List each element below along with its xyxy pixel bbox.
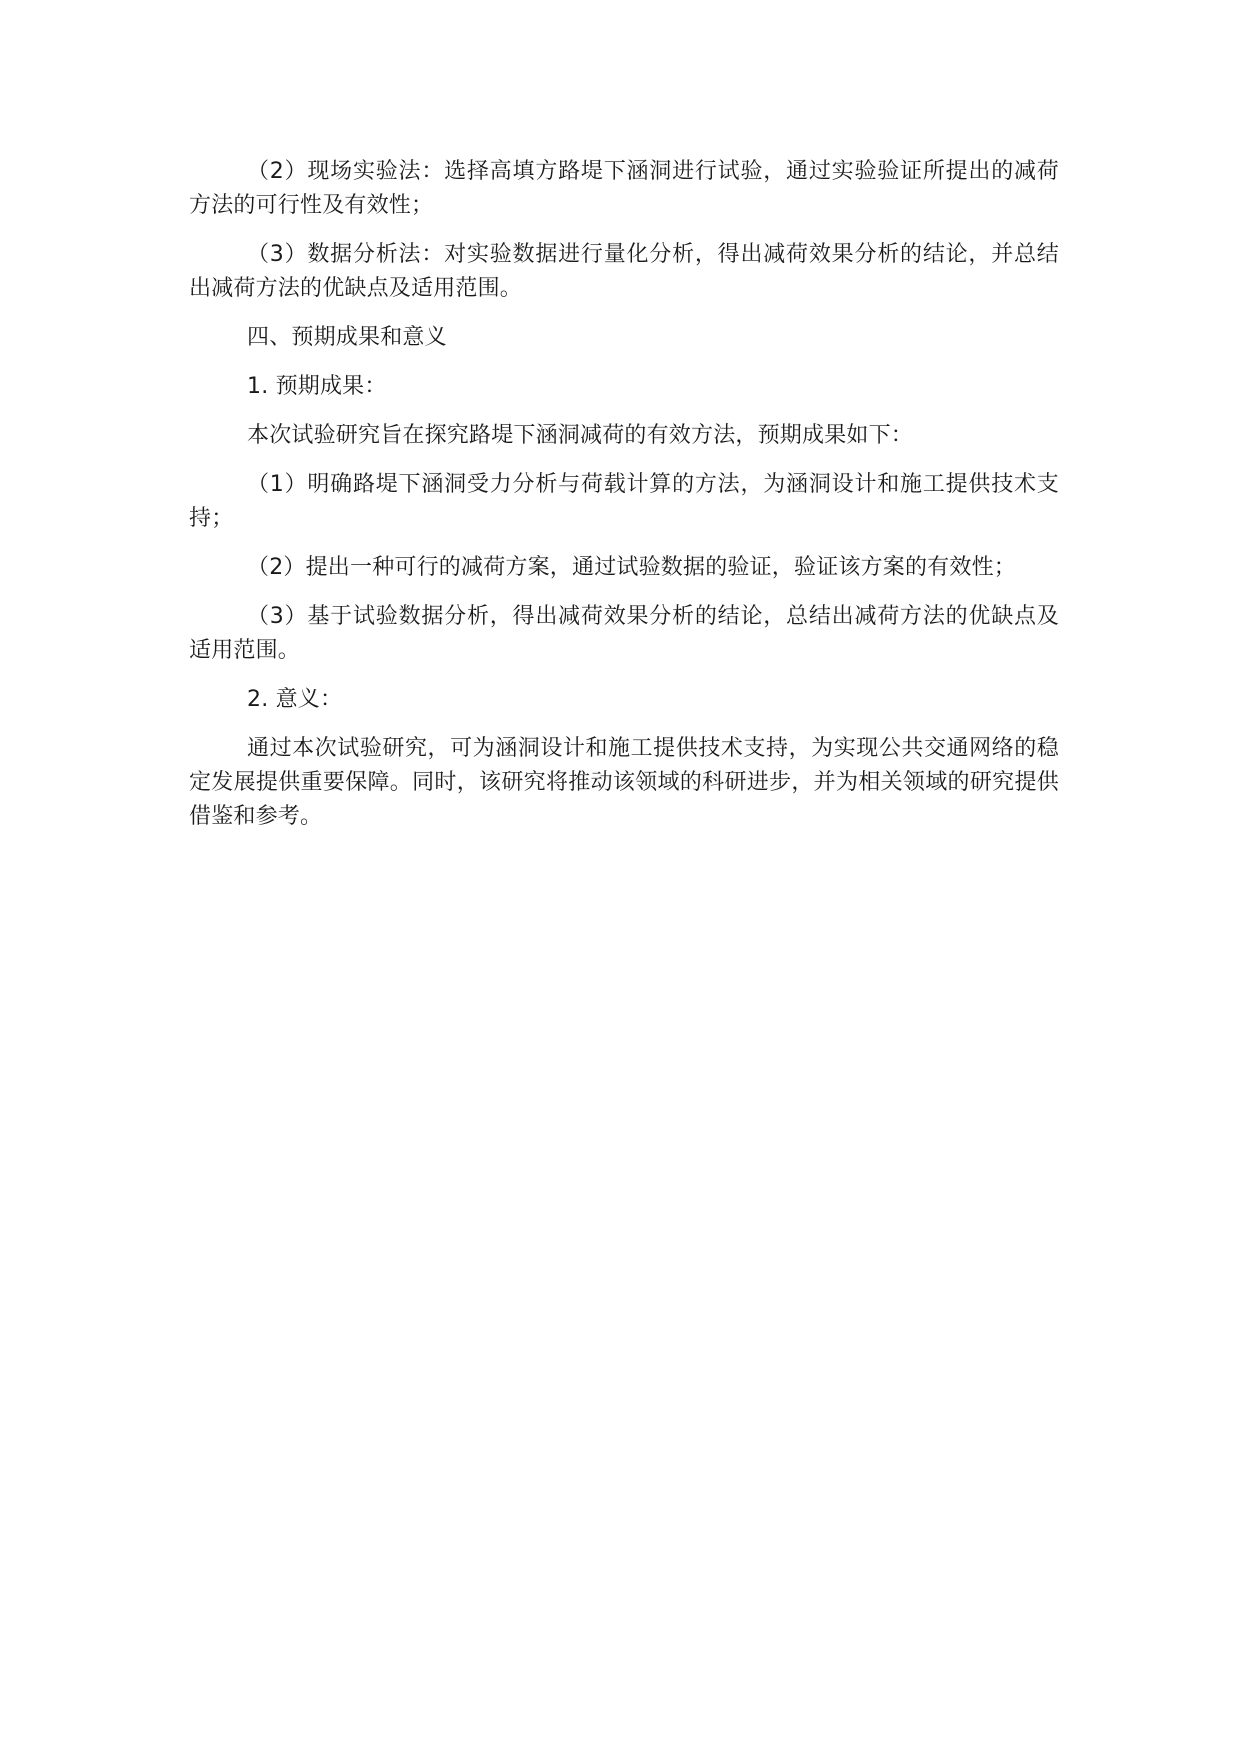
- paragraph-data-analysis-method: （3）数据分析法：对实验数据进行量化分析，得出减荷效果分析的结论，并总结出减荷方法的优缺点及适用范围。: [189, 242, 1059, 301]
- paragraph-result-2: （2）提出一种可行的减荷方案，通过试验数据的验证，验证该方案的有效性；: [247, 555, 1016, 580]
- section-heading-expected-results: 四、预期成果和意义: [247, 325, 447, 350]
- document-page: [189, 155, 1059, 849]
- paragraph-significance: 通过本次试验研究，可为涵洞设计和施工提供技术支持，为实现公共交通网络的稳定发展提供重要保障。同时，该研究将推动该领域的科研进步，并为相关领域的研究提供借鉴和参考。: [189, 736, 1059, 829]
- paragraph-result-3: （3）基于试验数据分析，得出减荷效果分析的结论，总结出减荷方法的优缺点及适用范围。: [189, 604, 1059, 663]
- subheading-expected-results: 1. 预期成果：: [247, 374, 387, 399]
- paragraph-expected-results-intro: 本次试验研究旨在探究路堤下涵洞减荷的有效方法，预期成果如下：: [247, 423, 914, 448]
- paragraph-result-1: （1）明确路堤下涵洞受力分析与荷载计算的方法，为涵洞设计和施工提供技术支持；: [189, 472, 1059, 531]
- subheading-significance: 2. 意义：: [247, 687, 343, 712]
- paragraph-field-experiment-method: （2）现场实验法：选择高填方路堤下涵洞进行试验，通过实验验证所提出的减荷方法的可行性及有效性；: [189, 159, 1059, 218]
